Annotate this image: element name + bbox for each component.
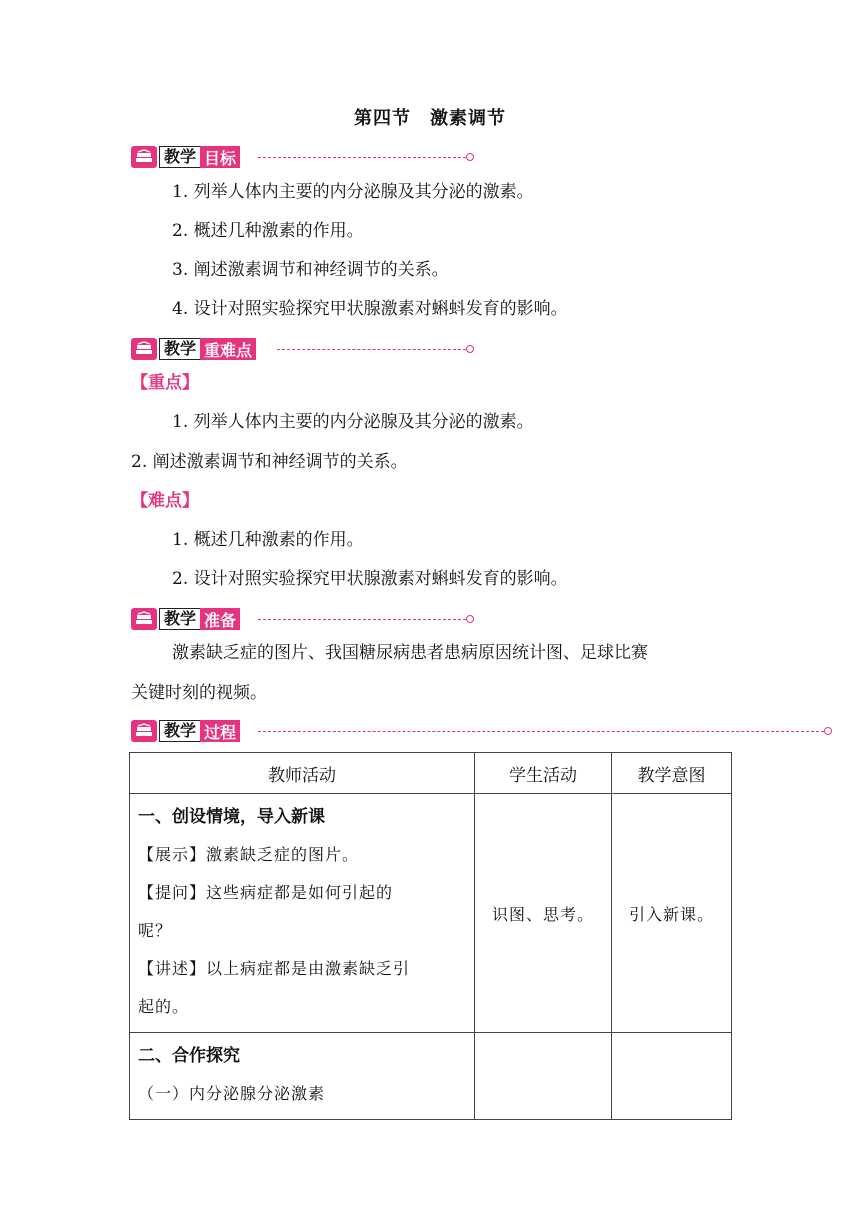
teacher-line: 【提问】这些病症都是如何引起的 [138, 883, 394, 902]
book-stack-icon [131, 720, 157, 742]
dashed-divider [258, 157, 466, 158]
goal-item: 4. 设计对照实验探究甲状腺激素对蝌蚪发育的影响。 [172, 299, 568, 319]
book-stack-icon [131, 146, 157, 168]
prep-text-line: 激素缺乏症的图片、我国糖尿病患者患病原因统计图、足球比赛 [172, 643, 648, 663]
header-student-activity: 学生活动 [475, 753, 612, 794]
step-heading: 二、合作探究 [138, 1046, 240, 1066]
section-header-keypoints [131, 336, 256, 362]
teacher-line: 呢？ [138, 921, 173, 940]
teacher-activity-cell [130, 794, 475, 1033]
header-teacher-activity: 教师活动 [130, 753, 475, 794]
teacher-line: 起的。 [138, 997, 190, 1016]
dashed-divider [258, 619, 466, 620]
goal-item: 1. 列举人体内主要的内分泌腺及其分泌的激素。 [172, 182, 534, 202]
process-table [129, 752, 732, 1120]
section-label-prefix: 教学 [159, 608, 200, 630]
student-activity-cell [475, 1033, 612, 1120]
difficult-item: 2. 设计对照实验探究甲状腺激素对蝌蚪发育的影响。 [172, 569, 568, 589]
difficult-label: 【难点】 [131, 491, 199, 511]
teacher-line: 【讲述】以上病症都是由激素缺乏引 [138, 959, 411, 978]
teaching-intent-cell [612, 1033, 732, 1120]
teaching-intent-cell: 引入新课。 [612, 794, 732, 1033]
section-label-suffix: 过程 [200, 720, 240, 742]
table-header-row [130, 753, 732, 794]
table-row [130, 794, 732, 1033]
divider-end-circle [466, 345, 474, 353]
section-label-prefix: 教学 [159, 146, 200, 168]
divider-end-circle [466, 153, 474, 161]
divider-end-circle [466, 615, 474, 623]
goal-item: 3. 阐述激素调节和神经调节的关系。 [172, 260, 449, 280]
teacher-activity-cell [130, 1033, 475, 1120]
dashed-divider [277, 349, 466, 350]
prep-text-line: 关键时刻的视频。 [131, 683, 267, 703]
section-label-suffix: 目标 [200, 146, 240, 168]
page-title: 第四节 激素调节 [354, 108, 506, 129]
section-header-goals [131, 144, 240, 170]
section-label-suffix: 准备 [200, 608, 240, 630]
section-header-prep [131, 606, 240, 632]
dashed-divider [258, 731, 824, 732]
important-item: 1. 列举人体内主要的内分泌腺及其分泌的激素。 [172, 412, 534, 432]
section-label-prefix: 教学 [159, 338, 200, 360]
section-label-suffix: 重难点 [200, 338, 256, 360]
section-label-prefix: 教学 [159, 720, 200, 742]
step-heading: 一、创设情境，导入新课 [138, 807, 325, 827]
table-row [130, 1033, 732, 1120]
header-teaching-intent: 教学意图 [612, 753, 732, 794]
important-label: 【重点】 [131, 373, 199, 393]
book-stack-icon [131, 338, 157, 360]
book-stack-icon [131, 608, 157, 630]
difficult-item: 1. 概述几种激素的作用。 [172, 530, 364, 550]
student-activity-cell: 识图、思考。 [475, 794, 612, 1033]
important-item: 2. 阐述激素调节和神经调节的关系。 [131, 452, 408, 472]
goal-item: 2. 概述几种激素的作用。 [172, 221, 364, 241]
teacher-line: 【展示】激素缺乏症的图片。 [138, 845, 360, 864]
section-header-process [131, 718, 240, 744]
divider-end-circle [824, 727, 832, 735]
teacher-line: （一）内分泌腺分泌激素 [138, 1084, 326, 1103]
